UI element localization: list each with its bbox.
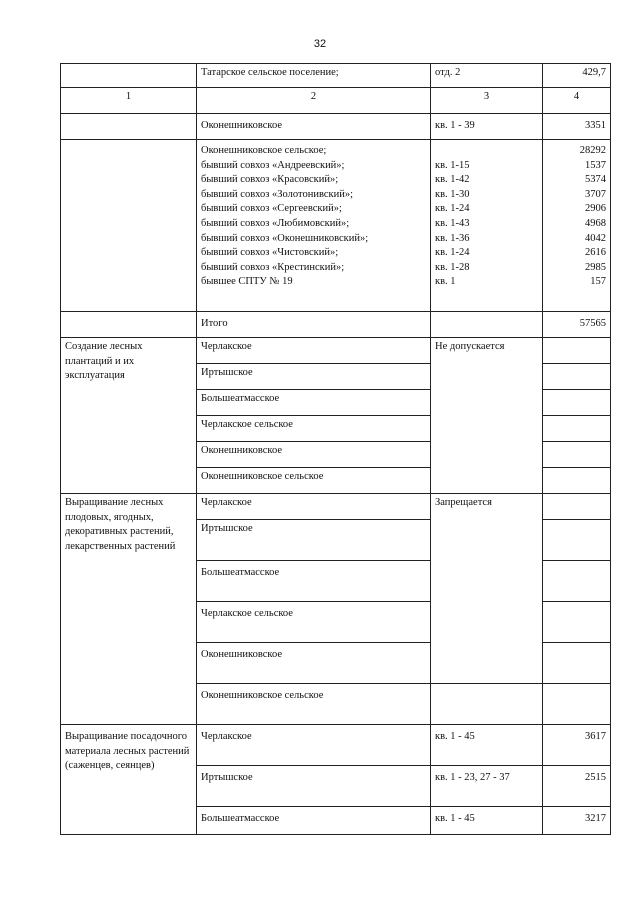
place-cell: Черлакское (197, 725, 431, 766)
area-cell (543, 416, 611, 442)
place-item: бывший совхоз «Красовский»; (201, 174, 339, 186)
table-row (61, 338, 611, 364)
area-cell (543, 602, 611, 643)
area-list (543, 140, 611, 312)
column-number: 4 (543, 88, 611, 114)
place-item: Оконешниковское сельское; (201, 145, 327, 156)
column-number-row (61, 88, 611, 114)
place-item: бывший совхоз «Андреевский»; (201, 159, 345, 171)
total-row (61, 312, 611, 338)
section-title: Выращивание посадочного материала лесных растений (саженцев, сеянцев) (61, 725, 197, 835)
area-item: 28292 (579, 145, 606, 156)
area-item: 2906 (585, 203, 606, 215)
column-number: 2 (197, 88, 431, 114)
place-cell: Большеатмасское (197, 807, 431, 835)
area-item: 3707 (585, 188, 606, 200)
table-row (61, 114, 611, 140)
area-item: 1537 (585, 159, 606, 171)
place-cell: Оконешниковское (197, 643, 431, 684)
section-title: Создание лесных плантаций и их эксплуатация (61, 338, 197, 494)
place-cell: Иртышское (197, 766, 431, 807)
place-cell: Черлакское сельское (197, 416, 431, 442)
place-item: бывший совхоз «Крестинский»; (201, 261, 345, 273)
table-cell (61, 312, 197, 338)
area-cell: 2515 (543, 766, 611, 807)
table-cell (431, 312, 543, 338)
block-item: кв. 1-30 (435, 188, 470, 200)
place-cell: Черлакское сельское (197, 602, 431, 643)
column-number: 1 (61, 88, 197, 114)
table-row (61, 494, 611, 520)
area-item: 5374 (585, 174, 606, 186)
place-cell: Черлакское (197, 338, 431, 364)
total-label: Итого (197, 312, 431, 338)
page-number: 32 (313, 38, 327, 50)
place-cell: Татарское сельское поселение; (197, 64, 431, 88)
area-cell (543, 494, 611, 520)
area-item: 2985 (585, 261, 606, 273)
block-item: кв. 1-24 (435, 247, 470, 259)
block-item: кв. 1-28 (435, 261, 470, 273)
block-list (431, 140, 543, 312)
table-cell (61, 64, 197, 88)
area-cell (543, 468, 611, 494)
place-cell: Оконешниковское (197, 442, 431, 468)
table-cell (61, 140, 197, 312)
place-item: бывший совхоз «Сергеевский»; (201, 203, 342, 215)
place-item: бывшее СПТУ № 19 (201, 276, 293, 288)
area-cell: 3217 (543, 807, 611, 835)
place-item: бывший совхоз «Оконешниковский»; (201, 232, 369, 244)
place-item: бывший совхоз «Чистовский»; (201, 247, 339, 259)
area-cell (543, 390, 611, 416)
total-value: 57565 (543, 312, 611, 338)
area-cell: 3351 (543, 114, 611, 140)
place-cell: Оконешниковское (197, 114, 431, 140)
block-item: кв. 1-42 (435, 174, 470, 186)
area-cell (543, 520, 611, 561)
place-cell: Оконешниковское сельское (197, 468, 431, 494)
place-item: бывший совхоз «Любимовский»; (201, 217, 350, 229)
area-item: 4042 (585, 232, 606, 244)
block-item: кв. 1-24 (435, 203, 470, 215)
block-item (435, 144, 538, 159)
place-cell: Иртышское (197, 520, 431, 561)
forest-use-table (60, 63, 611, 835)
block-cell: кв. 1 - 45 (431, 725, 543, 766)
area-cell (543, 561, 611, 602)
status-cell: Не допускается (431, 338, 543, 494)
place-cell: Иртышское (197, 364, 431, 390)
area-cell: 429,7 (543, 64, 611, 88)
column-number: 3 (431, 88, 543, 114)
place-cell: Большеатмасское (197, 390, 431, 416)
table-cell (431, 684, 543, 725)
section-title: Выращивание лесных плодовых, ягодных, декоративных растений, лекарственных растений (61, 494, 197, 725)
area-cell (543, 338, 611, 364)
place-list (197, 140, 431, 312)
block-cell: кв. 1 - 23, 27 - 37 (431, 766, 543, 807)
block-item: кв. 1-43 (435, 217, 470, 229)
place-item: бывший совхоз «Золотонивский»; (201, 188, 354, 200)
place-cell: Оконешниковское сельское (197, 684, 431, 725)
place-cell: Черлакское (197, 494, 431, 520)
area-item: 157 (590, 276, 606, 288)
status-cell: Запрещается (431, 494, 543, 684)
area-cell (543, 364, 611, 390)
block-item: кв. 1-36 (435, 232, 470, 244)
table-cell (61, 114, 197, 140)
block-cell: кв. 1 - 39 (431, 114, 543, 140)
area-cell (543, 684, 611, 725)
area-cell (543, 442, 611, 468)
area-item: 2616 (585, 247, 606, 259)
place-cell: Большеатмасское (197, 561, 431, 602)
block-cell: кв. 1 - 45 (431, 807, 543, 835)
block-cell: отд. 2 (431, 64, 543, 88)
block-item: кв. 1 (435, 276, 456, 288)
table-row (61, 140, 611, 312)
table-row (61, 725, 611, 766)
table-row (61, 64, 611, 88)
area-item: 4968 (585, 217, 606, 229)
area-cell: 3617 (543, 725, 611, 766)
area-cell (543, 643, 611, 684)
block-item: кв. 1-15 (435, 159, 470, 171)
